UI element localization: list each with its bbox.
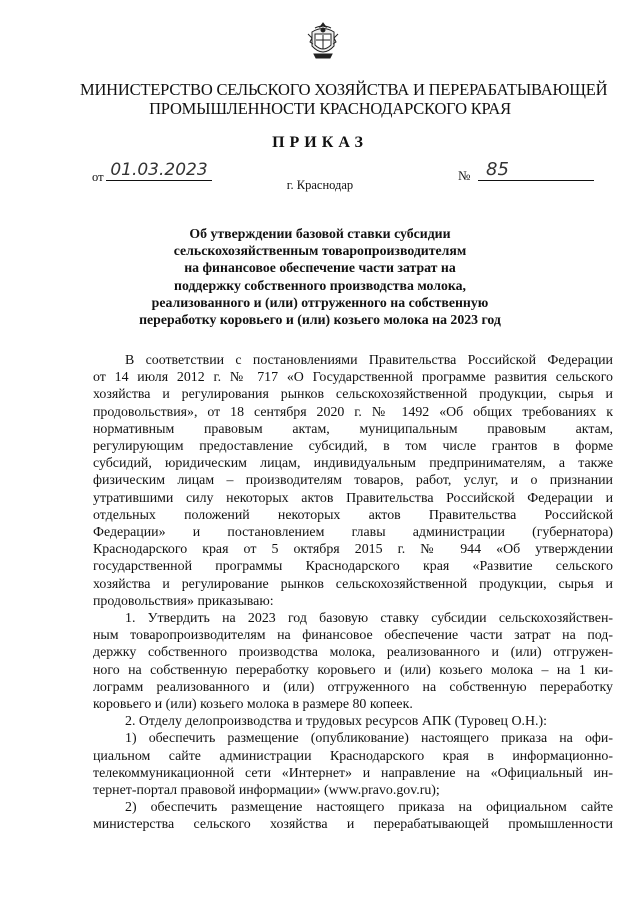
ministry-line-1: МИНИСТЕРСТВО СЕЛЬСКОГО ХОЗЯЙСТВА И ПЕРЕРАБАТЫВАЮЩЕЙ [80,80,608,99]
text-line: ного на собственную переработку коровьего и (или) козьего молока – на 1 ки- [93,662,613,678]
preamble-paragraph [93,352,613,610]
text-line: держку собственного производства молока, реализованного и (или) отгружен- [93,645,613,661]
text-line: циальном сайте администрации Краснодарского края в информационно- [93,748,613,764]
order-date: 01.03.2023 [106,160,212,181]
text-line: 1) обеспечить размещение (опубликование) настоящего приказа на офи- [125,731,613,747]
text-line: ным товаропроизводителям на финансовое обеспечение части затрат на под- [93,628,613,644]
text-line: Краснодарского края от 5 октября 2015 г. № 944 «Об утверждении [93,542,613,558]
order-title: ПРИКАЗ [272,134,368,151]
text-line: телекоммуникационной сети «Интернет» и направление на «Официальный ин- [93,765,613,781]
item-2-1-paragraph [93,730,613,799]
heading-line: на финансовое обеспечение части затрат на [184,260,456,276]
text-line: 1. Утвердить на 2023 год базовую ставку субсидии сельскохозяйствен- [125,611,613,627]
item-2-paragraph [93,713,613,730]
text-line: хозяйства и регулирования рынков сельскохозяйственной продукции, сырья и [93,387,613,403]
heading-line: сельскохозяйственным товаропроизводителям [173,243,467,259]
heading-line: переработку коровьего и (или) козьего молока на 2023 год [139,312,501,328]
heading-line: реализованного и (или) отгруженного на собственную [151,294,489,310]
text-line: министерства сельского хозяйства и перерабатывающей промышленности [93,817,613,833]
date-prefix: от [92,170,104,184]
ministry-line-2: ПРОМЫШЛЕННОСТИ КРАСНОДАРСКОГО КРАЯ [149,99,511,118]
coat-of-arms-emblem [306,20,340,62]
heading-line: поддержку собственного производства молока, [174,277,466,293]
ministry-name [80,80,608,118]
number-prefix: № [458,168,471,183]
order-number: 85 [478,160,594,181]
text-line: Федерации» и постановлением главы администрации (губернатора) [93,525,613,541]
text-line: государственной программы Краснодарского края «Развитие сельского [93,559,613,575]
city-label: г. Краснодар [286,178,354,192]
text-line: субсидий, юридическим лицам, индивидуальным предпринимателям, а также [93,456,613,472]
text-line: утратившими силу некоторых актов Правительства Российской Федерации и [93,490,613,506]
text-line: от 14 июля 2012 г. № 717 «О Государственной программе развития сельского [93,370,613,386]
text-line: физическим лицам – производителям товаров, работ, услуг, и о признании [93,473,613,489]
text-line: нормативным правовым актам, муниципальным правовым актам, [93,421,613,437]
text-line: лограмм реализованного и (или) отгруженного на собственную переработку [93,679,613,695]
text-line: хозяйства и регулирование рынков сельскохозяйственной продукции, сырья и [93,576,613,592]
text-line: 2) обеспечить размещение настоящего приказа на официальном сайте [125,800,613,816]
document-heading [100,225,540,328]
document-body [93,352,613,834]
item-2-2-paragraph [93,799,613,833]
text-line: продовольствия» приказываю: [93,593,274,609]
text-line: 2. Отделу делопроизводства и трудовых ресурсов АПК (Туровец О.Н.): [125,714,547,730]
text-line: отдельных положений некоторых актов Правительства Российской [93,507,613,523]
text-line: В соответствии с постановлениями Правительства Российской Федерации [125,353,613,368]
text-line: тернет-портал правовой информации» (www.pravo.gov.ru); [93,783,440,799]
text-line: коровьего и (или) козьего молока в размере 80 копеек. [93,697,413,713]
heading-line: Об утверждении базовой ставки субсидии [189,226,451,241]
item-1-paragraph [93,610,613,713]
text-line: регулирующим предоставление субсидий, в том числе грантов в форме [93,439,613,455]
text-line: продовольствия», от 18 сентября 2020 г. № 1492 «Об общих требованиях к [93,404,613,420]
